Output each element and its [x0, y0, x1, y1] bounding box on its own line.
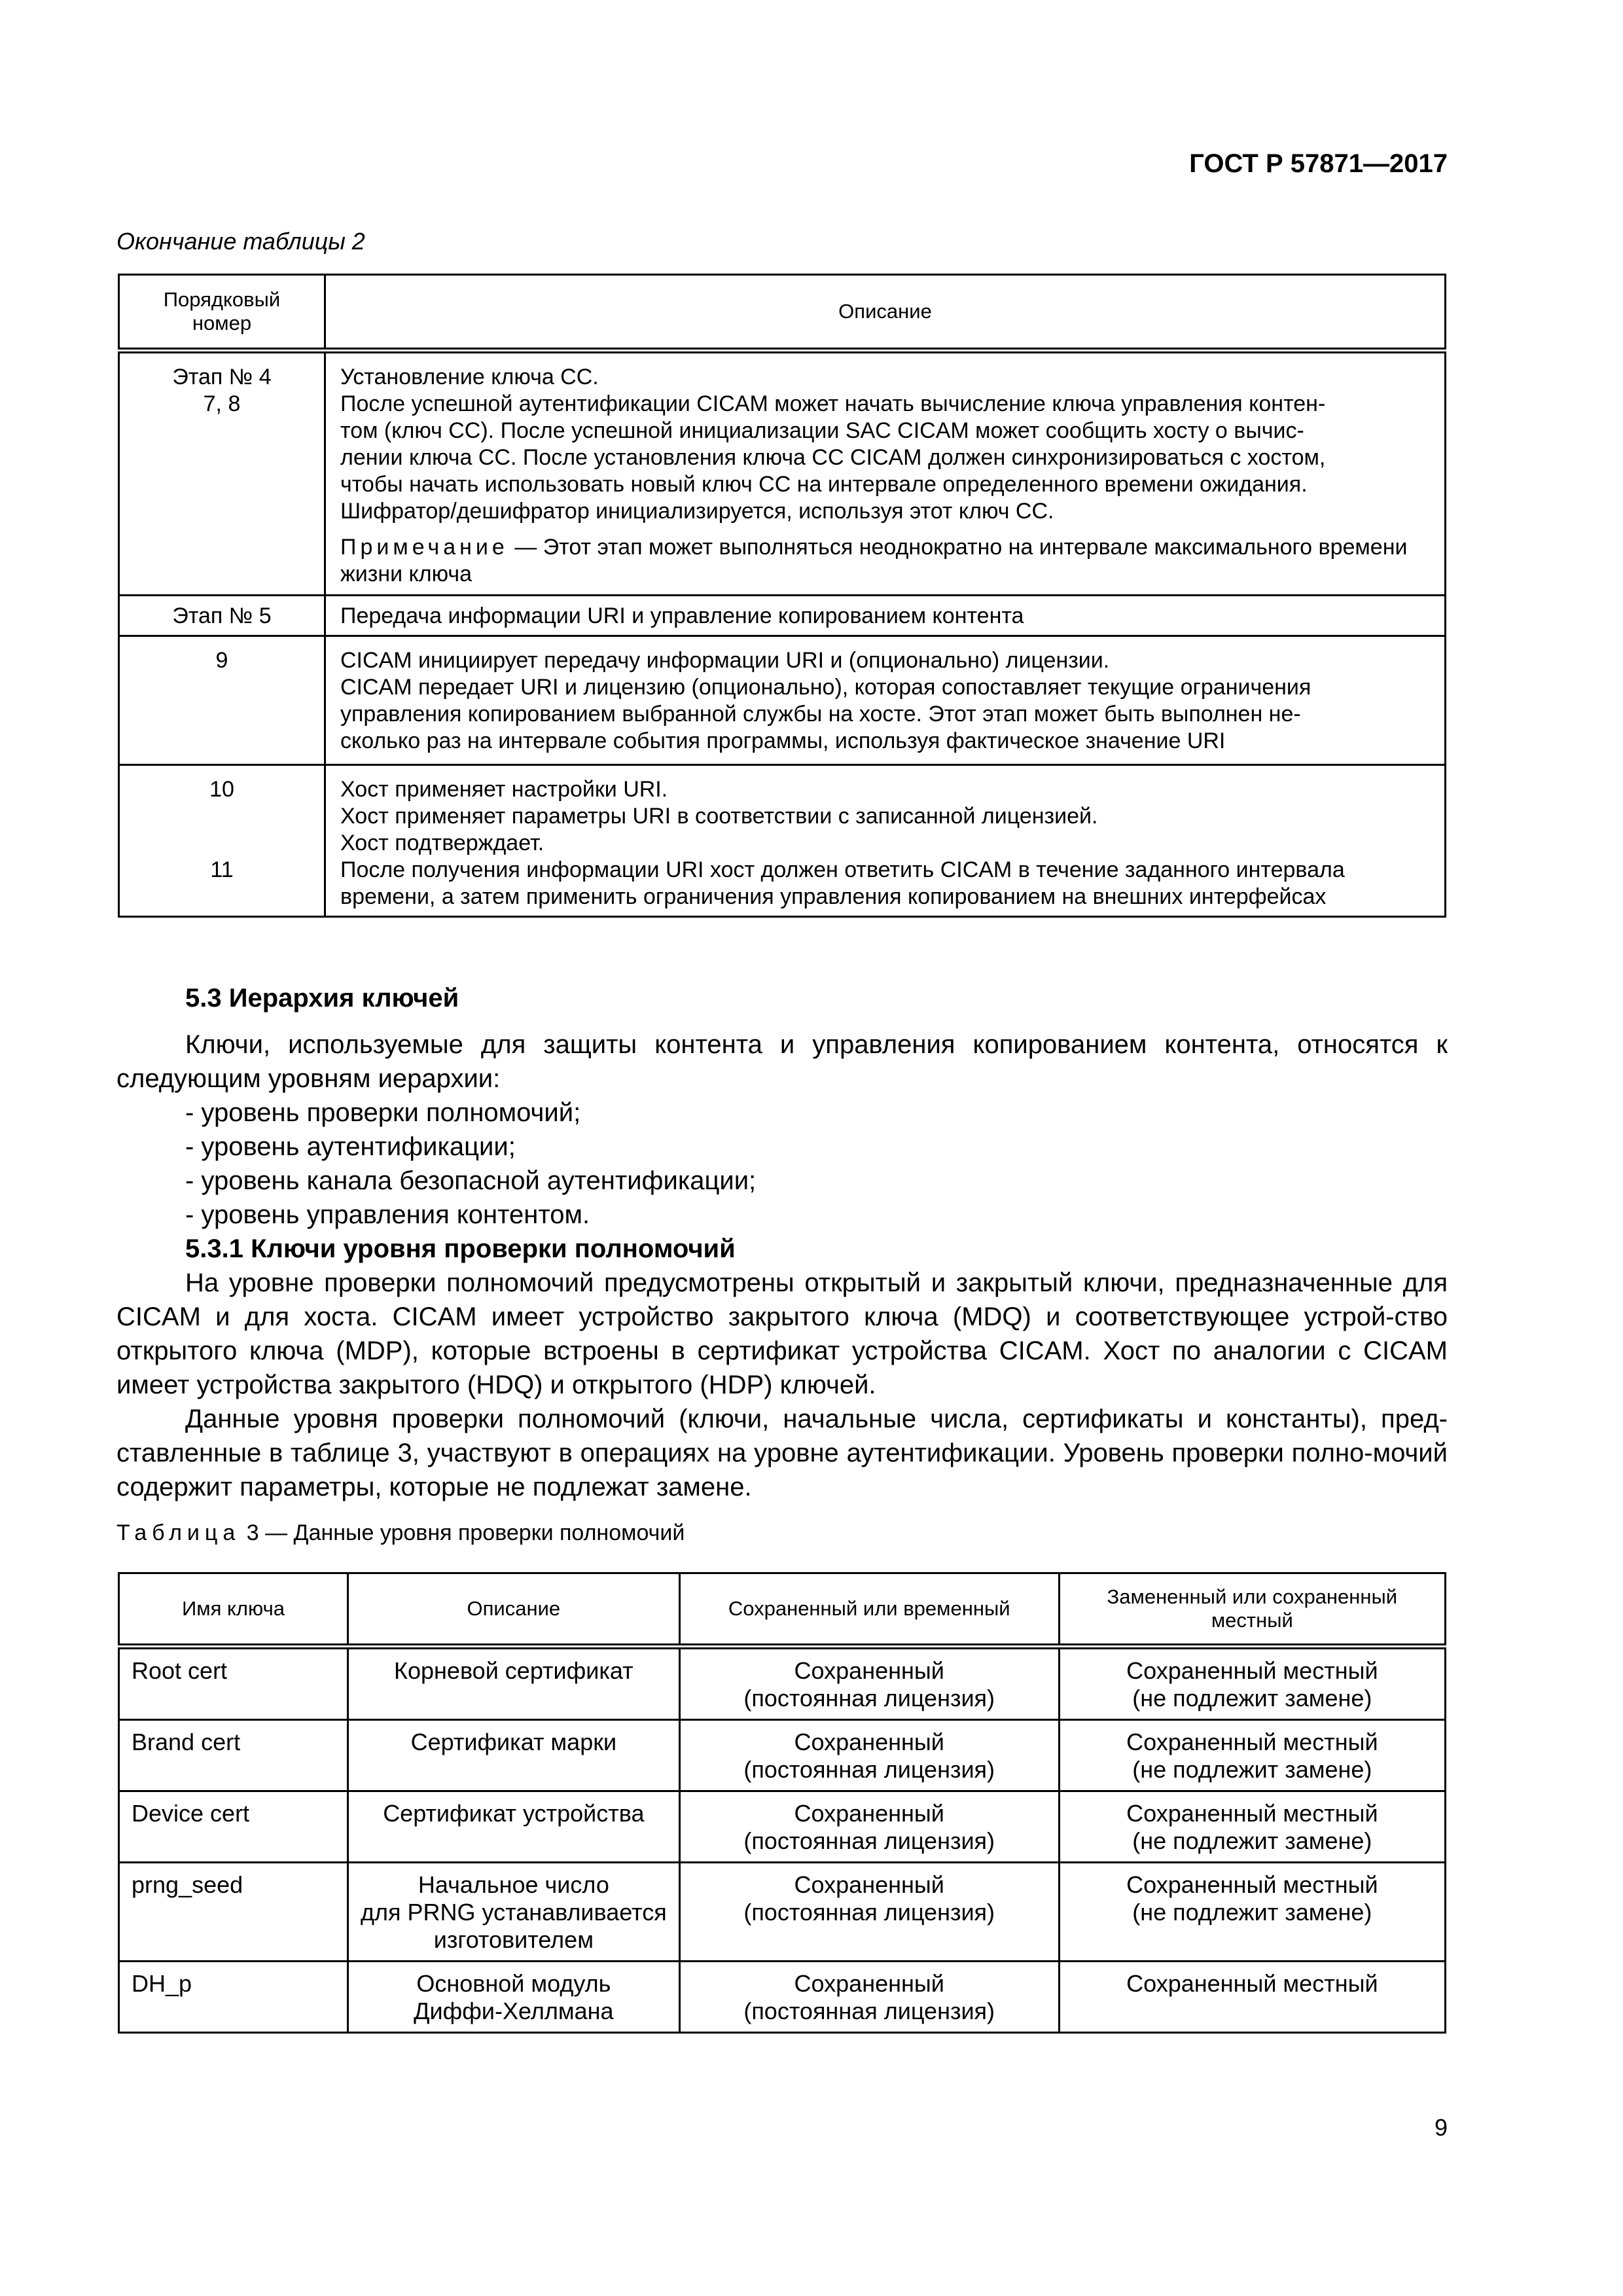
cell-line: Сохраненный местный [1126, 1729, 1378, 1755]
stored-cell [679, 1647, 1059, 1720]
step-number: 7, 8 [203, 391, 241, 416]
cell-line: (не подлежит замене) [1132, 1827, 1372, 1854]
table-row [119, 1962, 1446, 2033]
table-row [119, 765, 1446, 917]
step-number: 11 [210, 857, 234, 882]
caption-label: Таблица [116, 1520, 241, 1545]
description-cell [348, 1720, 680, 1791]
column-header [119, 275, 325, 351]
table-header-row [119, 1573, 1446, 1647]
stored-cell [679, 1791, 1059, 1863]
cell-line: (не подлежит замене) [1132, 1756, 1372, 1783]
note-label: Примечание [340, 535, 508, 560]
standard-designation: ГОСТ Р 57871—2017 [1189, 149, 1448, 178]
cell-line: Сохраненный местный [1126, 1871, 1378, 1898]
step-number-cell [119, 351, 325, 596]
list-item: - уровень проверки полномочий; [185, 1098, 581, 1127]
cell-line: Диффи-Хеллмана [414, 1998, 614, 2024]
section-body [116, 1028, 1448, 1504]
step-description-cell [325, 351, 1446, 596]
replaced-cell [1059, 1791, 1445, 1863]
list-item: - уровень канала безопасной аутентификации; [185, 1166, 757, 1195]
description-cell [348, 1863, 680, 1962]
description-line: Шифратор/дешифратор инициализируется, используя этот ключ CC. [340, 499, 1054, 524]
description-line: Передача информации URI и управление копированием контента [340, 603, 1024, 628]
description-line: После получения информации URI хост должен ответить CICAM в течение заданного интервала [340, 857, 1345, 882]
description-line: Хост применяет настройки URI. [340, 777, 668, 802]
cell-line: (постоянная лицензия) [743, 1685, 995, 1712]
cell-line: изготовителем [433, 1926, 594, 1953]
step-number-cell [119, 596, 325, 636]
stored-cell [679, 1863, 1059, 1962]
cell-line: Корневой сертификат [394, 1657, 633, 1684]
cell-line: Сохраненный местный [1126, 1800, 1378, 1827]
step-number: Этап № 5 [172, 603, 272, 628]
step-description-cell [325, 636, 1446, 765]
description-line: времени, а затем применить ограничения управления копированием на внешних интерфейсах [340, 884, 1327, 909]
key-name-cell: DH_p [119, 1962, 348, 2033]
description-cell [348, 1647, 680, 1720]
description-line: управления копированием выбранной службы на хосте. Этот этап может быть выполнен не- [340, 702, 1301, 726]
column-header [1059, 1573, 1445, 1647]
list-item: - уровень аутентификации; [185, 1132, 516, 1161]
cell-line: для PRNG устанавливается [361, 1899, 667, 1926]
description-cell [348, 1791, 680, 1863]
step-number: 9 [215, 648, 228, 673]
key-name-cell: Root cert [119, 1647, 348, 1720]
description-line: CICAM инициирует передачу информации URI и (опционально) лицензии. [340, 648, 1110, 673]
replaced-cell [1059, 1647, 1445, 1720]
step-number-cell [119, 765, 325, 917]
key-name-cell: Device cert [119, 1791, 348, 1863]
table-3 [118, 1572, 1446, 2034]
cell-line: Сохраненный [794, 1729, 944, 1755]
description-line: Хост применяет параметры URI в соответствии с записанной лицензией. [340, 804, 1098, 829]
column-header: Имя ключа [119, 1573, 348, 1647]
step-number-cell [119, 636, 325, 765]
step-number: Этап № 4 [172, 365, 272, 389]
replaced-cell [1059, 1863, 1445, 1962]
caption-text: 3 — Данные уровня проверки полномочий [240, 1520, 685, 1545]
table-row [119, 1647, 1446, 1720]
cell-line: Сертификат марки [410, 1729, 617, 1755]
cell-line: (постоянная лицензия) [743, 1756, 995, 1783]
cell-line: Сохраненный [794, 1657, 944, 1684]
cell-line: (не подлежит замене) [1132, 1685, 1372, 1712]
description-line: CICAM передает URI и лицензию (опционально), которая сопоставляет текущие ограничения [340, 675, 1311, 700]
cell-line: Сохраненный [794, 1970, 944, 1997]
description-line: сколько раз на интервале события программы, используя фактическое значение URI [340, 728, 1226, 753]
table-note [340, 534, 1431, 588]
description-line: Хост подтверждает. [340, 831, 544, 855]
step-number: 10 [209, 777, 234, 802]
column-header-label: Порядковый номер [163, 288, 281, 334]
cell-line: (постоянная лицензия) [743, 1998, 995, 2024]
key-name-cell: prng_seed [119, 1863, 348, 1962]
description-line: Установление ключа CC. [340, 365, 599, 389]
column-header-label: Замененный или сохраненный местный [1107, 1585, 1398, 1632]
description-line: После успешной аутентификации CICAM может начать вычисление ключа управления контен- [340, 391, 1326, 416]
column-header: Описание [325, 275, 1446, 351]
table-header-row [119, 275, 1446, 351]
section-heading: 5.3 Иерархия ключей [185, 984, 459, 1013]
subsection-heading: 5.3.1 Ключи уровня проверки полномочий [185, 1234, 736, 1263]
body-paragraph: На уровне проверки полномочий предусмотрены открытый и закрытый ключи, предназначенные для CICAM и для хоста. CICAM имеет устройство закрытого ключа (MDQ) и соответствующее устрой-ство открытого ключа (MDP), которые встроены в сертификат устройства CICAM. Хост по аналогии с CICAM имеет устройства закрытого (HDQ) и открытого (HDP) ключей. [116, 1268, 1448, 1399]
page-number: 9 [1434, 2114, 1448, 2141]
table-row [119, 1863, 1446, 1962]
stored-cell [679, 1720, 1059, 1791]
replaced-cell [1059, 1962, 1445, 2033]
description-line: чтобы начать использовать новый ключ CC на интервале определенного времени ожидания. [340, 472, 1308, 497]
table-row [119, 596, 1446, 636]
cell-line: Начальное число [418, 1871, 609, 1898]
step-description-cell [325, 596, 1446, 636]
table-continuation-label: Окончание таблицы 2 [116, 228, 365, 255]
description-cell [348, 1962, 680, 2033]
column-header: Описание [348, 1573, 680, 1647]
column-header: Сохраненный или временный [679, 1573, 1059, 1647]
body-paragraph: Данные уровня проверки полномочий (ключи, начальные числа, сертификаты и константы), пред-ставленные в таблице 3, участвуют в операциях на уровне аутентификации. Уровень проверки полно-мочий содержит параметры, которые не подлежат замене. [116, 1405, 1448, 1501]
cell-line: Сертификат устройства [383, 1800, 645, 1827]
replaced-cell [1059, 1720, 1445, 1791]
cell-line: Сохраненный [794, 1871, 944, 1898]
list-item: - уровень управления контентом. [185, 1200, 590, 1229]
cell-line: (постоянная лицензия) [743, 1899, 995, 1926]
step-description-cell [325, 765, 1446, 917]
table-2 [118, 274, 1446, 918]
cell-line: (постоянная лицензия) [743, 1827, 995, 1854]
intro-paragraph: Ключи, используемые для защиты контента и управления копированием контента, относятся к следующим уровням иерархии: [116, 1030, 1448, 1093]
table-caption [116, 1520, 685, 1546]
cell-line: (не подлежит замене) [1132, 1899, 1372, 1926]
table-row [119, 636, 1446, 765]
cell-line: Сохраненный местный [1126, 1970, 1378, 1997]
cell-line: Основной модуль [416, 1970, 611, 1997]
cell-line: Сохраненный местный [1126, 1657, 1378, 1684]
cell-line: Сохраненный [794, 1800, 944, 1827]
description-line: том (ключ CC). После успешной инициализации SAC CICAM может сообщить хосту о вычис- [340, 418, 1304, 443]
stored-cell [679, 1962, 1059, 2033]
table-row [119, 351, 1446, 596]
note-text: — Этот этап может выполняться неоднократно на интервале максимального времени жизни ключа [340, 535, 1408, 586]
key-name-cell: Brand cert [119, 1720, 348, 1791]
description-line: лении ключа CC. После установления ключа CC CICAM должен синхронизироваться с хостом, [340, 445, 1326, 470]
table-row [119, 1720, 1446, 1791]
table-row [119, 1791, 1446, 1863]
